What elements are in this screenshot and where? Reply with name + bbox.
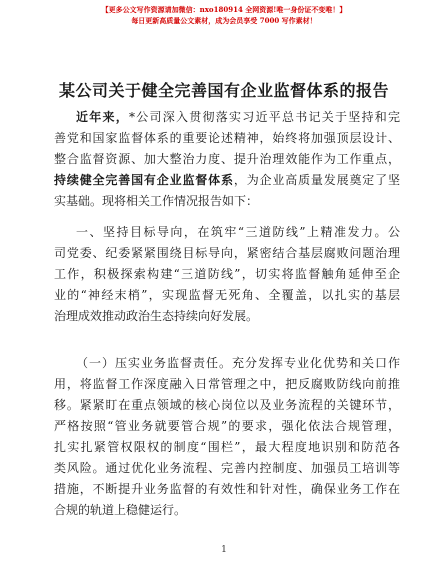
section-2-line: 移。紧紧盯在重点领域的核心岗位以及业务流程的关键环节， [54, 398, 400, 412]
section-1-paragraph [54, 222, 400, 327]
section-2-line: 合规的轨道上稳健运行。 [54, 503, 187, 517]
section-2-line: 类风险。通过优化业务流程、完善内控制度、加强员工培训等 [54, 461, 400, 475]
intro-line-text: ，为企业高质量发展奠定了坚 [233, 173, 400, 187]
section-2-line: 用，将监督工作深度融入日常管理之中，把反腐败防线向前推 [54, 377, 400, 391]
intro-line [54, 107, 400, 128]
page-number: 1 [221, 545, 227, 555]
section-1-line: 业的“神经末梢”，实现监督无死角、全覆盖，以扎实的基层 [54, 288, 400, 302]
section-1-line: 司党委、纪委紧紧围绕目标导向，紧密结合基层腐败问题治理 [54, 246, 400, 260]
section-1-line: 治理成效推动政治生态持续向好发展。 [54, 309, 259, 323]
intro-line: 善党和国家监督体系的重要论述精神，始终将加强顶层设计、 [54, 131, 400, 145]
intro-lead-phrase: 近年来， [76, 110, 129, 124]
promo-banner-line-2: 每日更新高质量公文素材，成为会员享受 7000 写作素材！ [131, 16, 317, 25]
intro-line-text: *公司深入贯彻落实习近平总书记关于坚持和完 [129, 110, 400, 124]
intro-emphasis: 持续健全完善国有企业监督体系 [54, 173, 234, 187]
promo-banner-line-1: 【更多公文写作资源请加微信：nxo180914 全网资源!唯一身份证不变唯！】 [101, 5, 347, 14]
section-2-line: 措施，不断提升业务监督的有效性和针对性，确保业务工作在 [54, 482, 400, 496]
section-2-line: （一）压实业务监督责任。充分发挥专业化优势和关口作 [76, 356, 400, 370]
section-1-line: 工作，积极探索构建“三道防线”，切实将监督触角延伸至企 [54, 267, 400, 281]
intro-line: 整合监督资源、加大整治力度、提升治理效能作为工作重点， [54, 152, 400, 166]
intro-paragraph [54, 107, 400, 212]
intro-line [54, 170, 400, 191]
section-2-line: 扎实扎紧管权限权的制度“围栏”，最大程度地识别和防范各 [54, 440, 400, 454]
section-2-line: 严格按照“管业务就要管合规”的要求，强化依法合规管理， [54, 419, 400, 433]
document-title: 某公司关于健全完善国有企业监督体系的报告 [58, 81, 389, 100]
section-2-paragraph [54, 353, 400, 521]
intro-line: 实基础。现将相关工作情况报告如下： [54, 194, 259, 208]
section-1-line: 一、坚持目标导向，在筑牢“三道防线”上精准发力。公 [76, 225, 400, 239]
